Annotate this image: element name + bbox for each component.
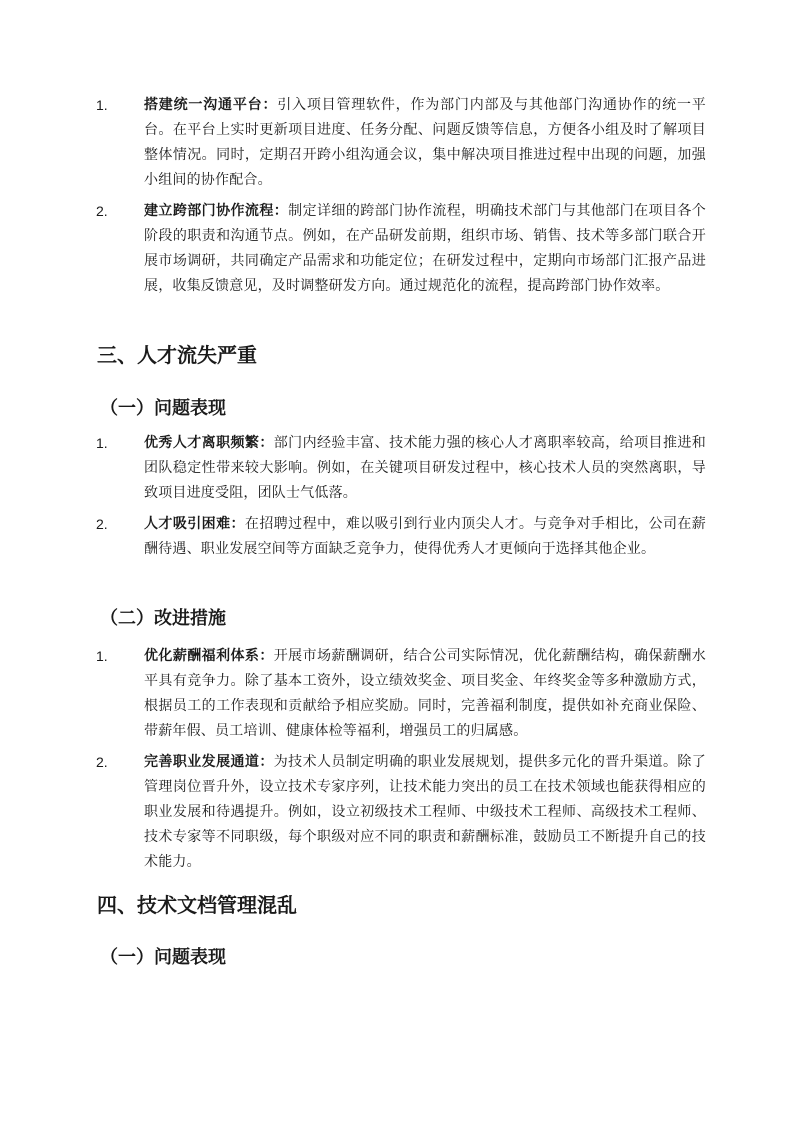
list-item-body	[144, 644, 706, 744]
list-item-body	[144, 431, 706, 506]
list-item-separator: ：	[273, 203, 289, 219]
list-item-number: 1.	[96, 435, 108, 451]
list-item-text: 引入项目管理软件，作为部门内部及与其他部门沟通协作的统一平台。在平台上实时更新项目进度、任务分配、问题反馈等信息，方便各小组及时了解项目整体情况。同时，定期召开跨小组沟通会议，集中解决项目推进过程中出现的问题，加强小组间的协作配合。	[144, 97, 706, 188]
list-item-number: 2.	[96, 516, 108, 532]
list-item-separator: ：	[259, 648, 274, 664]
list-item-title: 建立跨部门协作流程	[144, 203, 274, 219]
section-heading: 四、技术文档管理混乱	[97, 893, 297, 917]
list-item-separator: ：	[259, 435, 274, 451]
list-item-title: 优化薪酬福利体系	[144, 648, 260, 664]
subsection-heading: （二）改进措施	[100, 608, 226, 629]
section-heading: 三、人才流失严重	[97, 343, 257, 367]
list-item-title: 优秀人才离职频繁	[144, 435, 260, 451]
list-item-number: 1.	[96, 648, 108, 664]
list-item-title: 完善职业发展通道	[144, 754, 260, 770]
collaboration-measures-list	[96, 93, 706, 305]
list-item-body	[144, 750, 706, 875]
list-item-number: 2.	[96, 754, 108, 770]
list-item-body	[144, 93, 706, 193]
list-item-number: 1.	[96, 97, 108, 113]
list-item-number: 2.	[96, 203, 108, 219]
list-item-text: 为技术人员制定明确的职业发展规划，提供多元化的晋升渠道。除了管理岗位晋升外，设立技术专家序列，让技术能力突出的员工在技术领域也能获得相应的职业发展和待遇提升。例如，设立初级技术工程师、中级技术工程师、高级技术工程师、技术专家等不同职级，每个职级对应不同的职责和薪酬标准，鼓励员工不断提升自己的技术能力。	[144, 754, 706, 870]
list-item-body	[144, 512, 706, 562]
talent-measures-list	[96, 644, 706, 881]
list-item-body	[144, 199, 706, 299]
list-item-separator: ：	[262, 97, 278, 113]
list-item-separator: ：	[230, 516, 245, 532]
list-item	[96, 93, 706, 193]
list-item-text: 制定详细的跨部门协作流程，明确技术部门与其他部门在项目各个阶段的职责和沟通节点。例如，在产品研发前期，组织市场、销售、技术等多部门联合开展市场调研，共同确定产品需求和功能定位；在研发过程中，定期向市场部门汇报产品进展，收集反馈意见，及时调整研发方向。通过规范化的流程，提高跨部门协作效率。	[144, 203, 706, 294]
list-item	[96, 431, 706, 506]
list-item-title: 人才吸引困难	[144, 516, 231, 532]
list-item-separator: ：	[259, 754, 274, 770]
list-item-title: 搭建统一沟通平台	[144, 97, 263, 113]
list-item	[96, 644, 706, 744]
subsection-heading: （一）问题表现	[100, 398, 226, 419]
list-item	[96, 512, 706, 562]
list-item-text: 在招聘过程中，难以吸引到行业内顶尖人才。与竞争对手相比，公司在薪酬待遇、职业发展空间等方面缺乏竞争力，使得优秀人才更倾向于选择其他企业。	[144, 516, 706, 557]
subsection-heading: （一）问题表现	[100, 947, 226, 968]
list-item-text: 开展市场薪酬调研，结合公司实际情况，优化薪酬结构，确保薪酬水平具有竞争力。除了基本工资外，设立绩效奖金、项目奖金、年终奖金等多种激励方式，根据员工的工作表现和贡献给予相应奖励。同时，完善福利制度，提供如补充商业保险、带薪年假、员工培训、健康体检等福利，增强员工的归属感。	[144, 648, 706, 739]
list-item	[96, 199, 706, 299]
talent-problems-list	[96, 431, 706, 568]
list-item-text: 部门内经验丰富、技术能力强的核心人才离职率较高，给项目推进和团队稳定性带来较大影响。例如，在关键项目研发过程中，核心技术人员的突然离职，导致项目进度受阻，团队士气低落。	[144, 435, 706, 501]
list-item	[96, 750, 706, 875]
